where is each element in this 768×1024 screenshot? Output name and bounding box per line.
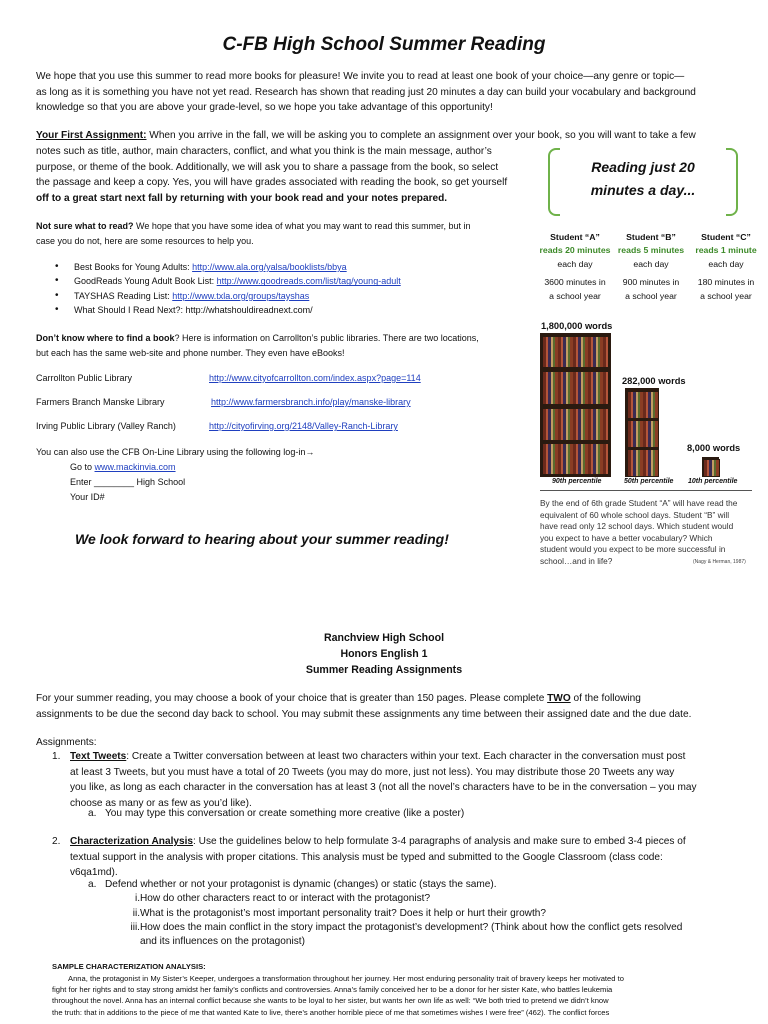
caption-line: school…and in life? xyxy=(540,555,613,566)
intro-line: knowledge so that you are above your grade-level, so we hope you take advantage of this opportunity! xyxy=(36,102,493,114)
student-each: each day xyxy=(557,258,593,269)
student-per-year: a school year xyxy=(549,290,601,301)
library-name: Irving Public Library (Valley Ranch) xyxy=(36,421,176,431)
mackinvia-link[interactable]: www.mackinvia.com xyxy=(94,462,176,472)
first-assignment-line: the passage and keep a copy. Yes, you will have grades associated with reading the book, so get yourself xyxy=(36,177,508,189)
library-link[interactable]: http://www.cityofcarrollton.com/index.aspx?page=114 xyxy=(209,373,421,383)
book-row xyxy=(627,449,659,477)
page2-heading: Summer Reading Assignments xyxy=(305,664,463,676)
page2-header xyxy=(0,630,768,678)
assignment-line: textual support in the analysis with proper citations. This analysis must be typed and submitted to the Google Classroom (class code: xyxy=(70,851,663,863)
roman-item: How do other characters react to or interact with the protagonist? xyxy=(140,893,431,904)
assignment-title: Characterization Analysis xyxy=(70,836,194,847)
library-link[interactable]: http://cityofirving.org/2148/Valley-Ranch-Library xyxy=(209,421,398,431)
assignment-1 xyxy=(70,749,750,811)
book-row xyxy=(542,336,609,368)
student-each: each day xyxy=(708,258,744,269)
bookshelf-c-image xyxy=(702,457,719,477)
student-per-year: a school year xyxy=(625,290,677,301)
caption-line: you expect to have a better vocabulary? Which xyxy=(540,532,713,543)
first-assignment-line: notes such as title, author, main characters, conflict, and what you think is the main message, author’s xyxy=(36,146,492,157)
page2-intro-two: TWO xyxy=(547,693,571,704)
citation: (Nagy & Herman, 1987) xyxy=(693,559,746,565)
sidebar-caption xyxy=(540,498,760,568)
assignment-line: : Use the guidelines below to help formulate 3-4 paragraphs of analysis and make sure to embed 3-4 pieces of xyxy=(193,836,686,847)
bookshelf-a-image xyxy=(540,333,611,477)
enter-line: Enter ________ High School xyxy=(70,477,186,487)
roman-item: What is the protagonist’s most important personality trait? Does it help or hurt their growth? xyxy=(140,908,546,919)
student-per-year: 900 minutes in xyxy=(622,277,680,288)
caption-line: By the end of 6th grade Student “A” will have read the xyxy=(540,498,738,508)
sample-line: Anna, the protagonist in My Sister’s Keeper, undergoes a transformation throughout her journey. Her most enduring personality trait of bravery keeps her motivated to xyxy=(68,974,624,983)
student-name: Student “C” xyxy=(701,232,751,242)
student-per-year: a school year xyxy=(700,290,752,301)
online-library-line: You can also use the CFB On-Line Library using the following log-in→ xyxy=(36,447,315,457)
assignment-number: 1. xyxy=(52,751,61,762)
roman-item: How does the main conflict in the story impact the protagonist’s development? (Think about how the conflict gets resolved xyxy=(140,922,683,933)
student-name: Student “B” xyxy=(626,232,676,242)
first-assignment-body xyxy=(36,144,536,206)
sub-letter: a. xyxy=(88,808,97,819)
divider xyxy=(540,490,752,491)
student-c-column xyxy=(688,231,764,303)
student-reads: reads 1 minute xyxy=(695,245,757,256)
book-row xyxy=(542,443,609,475)
words-label: 282,000 words xyxy=(622,376,686,386)
book-row xyxy=(627,420,659,448)
sample-line: throughout the novel. Anna has an internal conflict because she wants to be loyal to her sister, but wants her own life as well: “We both tried to pretend we didn’t know xyxy=(52,996,609,1006)
student-per-year: 180 minutes in xyxy=(697,277,755,288)
first-assignment-line: purpose, or theme of the book. Additionally, we will ask you to share a passage from the book, so select xyxy=(36,161,499,173)
assignment-number: 2. xyxy=(52,836,61,847)
intro-line: We hope that you use this summer to read more books for pleasure! We invite you to read at least one book of your choice—any genre or topic— xyxy=(36,71,685,82)
resource-label: What Should I Read Next?: http://whatshouldireadnext.com/ xyxy=(74,305,313,316)
course-name: Honors English 1 xyxy=(340,648,428,660)
sub-item: You may type this conversation or create something more creative (like a poster) xyxy=(105,808,465,819)
sample-line: fight for her rights and to stay strong amidst her family’s conflicts and controversies. Anna’s family conceived her to be a donor for her sister Kate, who battles leukemia xyxy=(52,985,613,995)
callout-text xyxy=(548,156,738,202)
resource-list xyxy=(54,260,534,318)
roman-numeral: iii. xyxy=(130,922,140,933)
sample-line: the truth: that in additions to the piece of me that wanted Kate to live, there’s another horrible piece of me that sometimes wishes I were free” (462). The conflict forces xyxy=(52,1007,610,1017)
bookshelf-b-image xyxy=(625,388,659,477)
resource-link[interactable]: http://www.ala.org/yalsa/booklists/bbya xyxy=(192,262,347,272)
libraries-lead: Don’t know where to find a book xyxy=(36,333,175,343)
student-name: Student “A” xyxy=(550,232,600,242)
book-row xyxy=(542,371,609,405)
book-row xyxy=(703,459,720,477)
libraries-text: ? Here is information on Carrollton’s public libraries. There are two locations, xyxy=(174,333,479,343)
callout-line: Reading just 20 xyxy=(591,159,695,175)
percentile-label: 50th percentile xyxy=(624,478,674,485)
caption-line: student would you expect to be more successful in xyxy=(540,544,726,555)
page2-intro-text: of the following xyxy=(570,693,641,704)
caption-line: equivalent of 60 whole school days. Student “B” will xyxy=(540,509,730,520)
sample-text xyxy=(52,973,757,1018)
first-assignment-text: When you arrive in the fall, we will be asking you to complete an assignment over your book, so you will want to take a few xyxy=(146,130,696,141)
student-b-column xyxy=(614,231,688,303)
resource-label: TAYSHAS Reading List: xyxy=(74,290,173,301)
page2-intro-text: For your summer reading, you may choose a book of your choice that is greater than 150 pages. Please complete xyxy=(36,693,548,704)
list-item xyxy=(54,260,534,274)
page2-intro-line: assignments to be due the second day back to school. You may submit these assignments any time between their assigned date and the due date. xyxy=(36,708,692,720)
callout-line: minutes a day... xyxy=(590,182,696,198)
first-assignment-label: Your First Assignment: xyxy=(36,130,147,141)
percentile-label: 10th percentile xyxy=(688,478,738,485)
assignment-line: at least 3 Tweets, but you must have a total of 20 Tweets (you may do more, just not less). You may distribute those 20 Tweets any way xyxy=(70,766,675,778)
goto-line xyxy=(70,460,176,475)
list-item xyxy=(54,289,534,303)
not-sure-paragraph xyxy=(36,219,526,249)
page-title: C-FB High School Summer Reading xyxy=(222,34,546,55)
words-label: 1,800,000 words xyxy=(541,321,613,331)
assignment-line: choose as many or as few as you’d like). xyxy=(70,797,252,809)
library-link[interactable]: http://www.farmersbranch.info/play/manske-library xyxy=(211,397,411,407)
callout-box xyxy=(548,148,738,212)
assignment-line: v6qa1md). xyxy=(70,867,118,879)
resource-link[interactable]: http://www.goodreads.com/list/tag/young-adult xyxy=(216,276,401,287)
assignment-title: Text Tweets xyxy=(70,751,127,762)
resource-link[interactable]: http://www.txla.org/groups/tayshas xyxy=(172,290,310,301)
first-assignment-line xyxy=(36,128,736,144)
list-item xyxy=(54,303,534,317)
not-sure-lead: Not sure what to read? xyxy=(36,221,134,231)
roman-numeral: i. xyxy=(134,893,140,904)
libraries-line: but each has the same web-site and phone number. They even have eBooks! xyxy=(36,347,345,358)
intro-paragraph xyxy=(36,69,736,116)
caption-line: have read only 12 school days. Which student would xyxy=(540,521,734,532)
student-reads: reads 5 minutes xyxy=(617,245,685,256)
student-per-year: 3600 minutes in xyxy=(544,277,606,288)
percentile-label: 90th percentile xyxy=(552,478,602,485)
closing-line: We look forward to hearing about your summer reading! xyxy=(75,531,449,547)
resource-label: Best Books for Young Adults: xyxy=(74,262,193,272)
not-sure-line: case you do not, here are some resources to help you. xyxy=(36,235,254,246)
library-name: Carrollton Public Library xyxy=(36,373,133,383)
first-assignment-bold-line: off to a great start next fall by returning with your book read and your notes prepared. xyxy=(36,192,448,204)
goto-label: Go to xyxy=(70,462,95,472)
words-label: 8,000 words xyxy=(687,443,741,453)
student-each: each day xyxy=(633,258,669,269)
sub-item: Defend whether or not your protagonist is dynamic (changes) or static (stays the same). xyxy=(105,879,497,890)
page2-intro xyxy=(36,691,746,722)
book-row xyxy=(542,408,609,441)
book-row xyxy=(627,391,659,419)
assignment-2 xyxy=(70,834,750,881)
id-line: Your ID# xyxy=(70,492,105,502)
assignment-line: you like, as long as each character in the conversation has at least 3 (not all the novel’s characters have to be in the conversation – you may xyxy=(70,782,697,794)
libraries-intro xyxy=(36,331,526,361)
resource-label: GoodReads Young Adult Book List: xyxy=(74,276,217,287)
intro-line: as long as it is something you have not yet read. Research has shown that reading just 20 minutes a day can build your vocabulary and background xyxy=(36,86,696,98)
student-reads: reads 20 minutes xyxy=(539,245,611,256)
sub-letter: a. xyxy=(88,879,97,890)
school-name: Ranchview High School xyxy=(323,632,445,644)
list-item xyxy=(54,274,534,288)
not-sure-text: We hope that you have some idea of what you may want to read this summer, but in xyxy=(133,221,471,231)
student-a-column xyxy=(536,231,614,303)
roman-numeral: ii. xyxy=(132,908,140,919)
library-name: Farmers Branch Manske Library xyxy=(36,397,165,407)
assignment-line: : Create a Twitter conversation between at least two characters within your text. Each character in the conversation must post xyxy=(126,751,686,762)
sample-title: SAMPLE CHARACTERIZATION ANALYSIS: xyxy=(52,962,206,971)
roman-item-cont: and its influences on the protagonist) xyxy=(140,936,305,947)
assignments-label: Assignments: xyxy=(36,737,97,748)
